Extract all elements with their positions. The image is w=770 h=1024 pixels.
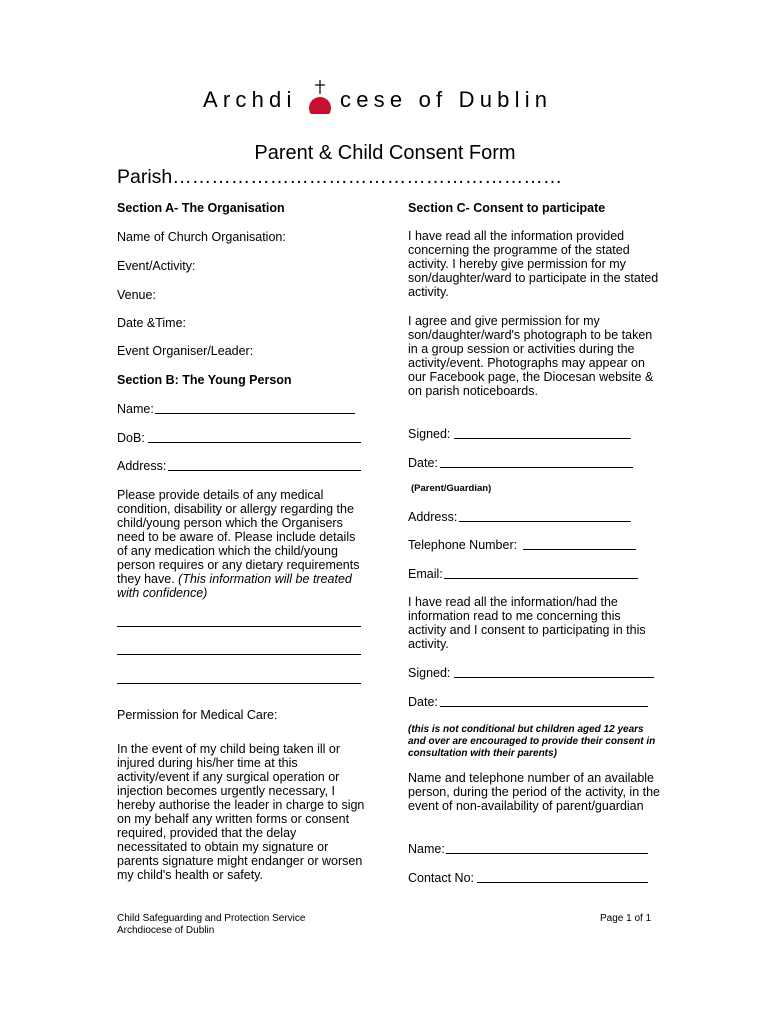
telephone-label: Telephone Number: [408,538,518,552]
address-label: Address: [117,459,167,473]
signed-input-line[interactable] [454,438,631,439]
logo-text-right: cese of Dublin [340,87,553,112]
medical-care-text: In the event of my child being taken ill or injured during his/her time at this activity/event if any surgical operation or injection becomes urgently necessary, I hereby authorise the leader in charge to sign on my behalf any written forms or consent required, provided that the delay necessitated to obtain my signature or parents signature might endanger or worsen my child's health or safety. [117,742,365,882]
parent-address-input-line[interactable] [459,521,631,522]
parent-address-label: Address: [408,510,458,524]
section-b-heading: Section B: The Young Person [117,373,292,387]
date-time-field[interactable]: Date &Time: [117,316,187,330]
consent-para-1: I have read all the information provided concerning the programme of the stated activity. I hereby give permission for my son/daughter/ward to participate in the stated activity. [408,229,659,299]
cross-logo-icon [308,70,332,114]
medical-care-heading: Permission for Medical Care: [117,708,278,722]
contact-name-label: Name: [408,842,445,856]
footer-line-2: Archdiocese of Dublin [117,925,215,936]
medical-confidential-note: (This information will be treated with confidence) [117,572,352,600]
email-input-line[interactable] [444,578,638,579]
medical-details-text [117,488,369,600]
date-label: Date: [408,456,438,470]
medical-line-3[interactable] [117,683,361,684]
medical-line-1[interactable] [117,626,361,627]
event-activity-field[interactable]: Event/Activity: [117,259,196,273]
child-date-input-line[interactable] [440,706,648,707]
logo-text-left: Archdi [203,87,297,112]
organiser-field[interactable]: Event Organiser/Leader: [117,344,254,358]
section-c-heading: Section C- Consent to participate [408,201,606,215]
child-signed-input-line[interactable] [454,677,654,678]
date-input-line[interactable] [440,467,633,468]
address-input-line[interactable] [168,470,361,471]
telephone-input-line[interactable] [523,549,636,550]
parish-field[interactable]: Parish…………………………………………………… [117,166,563,188]
page-number: Page 1 of 1 [600,913,652,924]
section-a-heading: Section A- The Organisation [117,201,285,215]
medical-line-2[interactable] [117,654,361,655]
contact-number-input-line[interactable] [477,882,648,883]
dob-label: DoB: [117,431,145,445]
contact-para: Name and telephone number of an available person, during the period of the activity, in the event of non-availability of parent/guardian [408,771,661,813]
signed-label: Signed: [408,427,451,441]
org-name-field[interactable]: Name of Church Organisation: [117,230,286,244]
medical-details-body: Please provide details of any medical condition, disability or allergy regarding the child/young person which the Organisers need to be aware of. Please include details of any medication which the child/young person requires or any dietary requirements they have. [117,488,360,586]
child-signed-label: Signed: [408,666,451,680]
name-label: Name: [117,402,154,416]
name-input-line[interactable] [155,413,355,414]
consent-para-2: I agree and give permission for my son/daughter/ward's photograph to be taken in a group session or activities during the activity/event. Photographs may appear on our Facebook page, the Diocesan website & on parish noticeboards. [408,314,654,398]
footer-line-1: Child Safeguarding and Protection Service [117,913,306,924]
child-consent-note: (this is not conditional but children aged 12 years and over are encouraged to provide their consent in consultation with their parents) [408,724,656,759]
child-date-label: Date: [408,695,438,709]
parent-guardian-note: (Parent/Guardian) [411,483,492,494]
form-title: Parent & Child Consent Form [254,142,516,164]
contact-name-input-line[interactable] [446,853,648,854]
email-label: Email: [408,567,443,581]
venue-field[interactable]: Venue: [117,288,156,302]
child-consent-para: I have read all the information/had the information read to me concerning this activity and I consent to participating in this activity. [408,595,646,651]
contact-number-label: Contact No: [408,871,475,885]
dob-input-line[interactable] [148,442,361,443]
